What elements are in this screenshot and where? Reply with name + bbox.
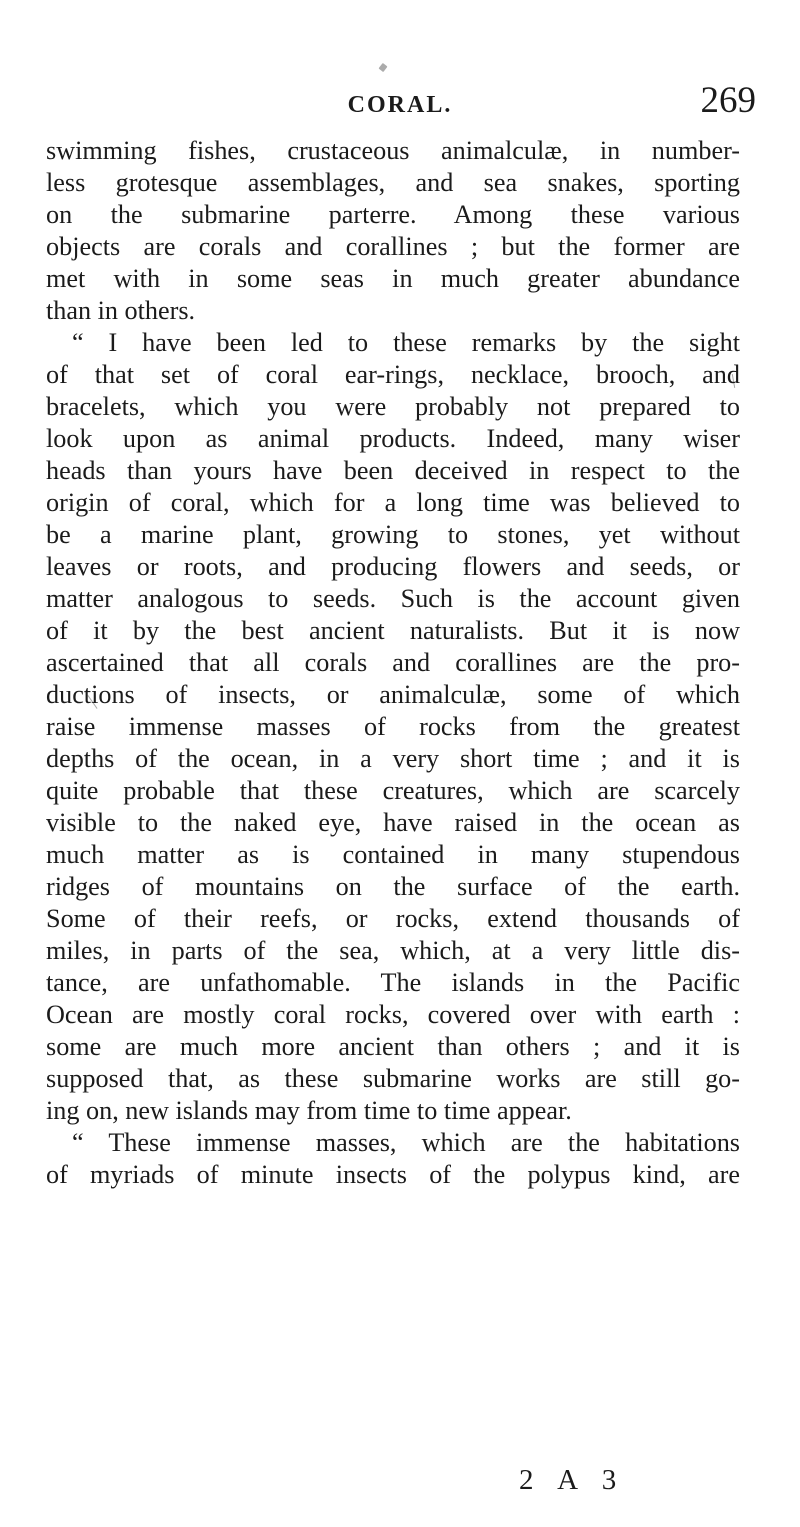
running-title: CORAL. — [347, 92, 453, 118]
text-line: “ I have been led to these remarks by the sight — [72, 328, 740, 357]
body-text — [46, 135, 740, 1191]
text-line: Ocean are mostly coral rocks, covered over with earth : — [46, 1000, 740, 1029]
text-line: Some of their reefs, or rocks, extend thousands of — [46, 904, 740, 933]
text-line: ascertained that all corals and corallines are the pro- — [46, 648, 740, 677]
print-speck — [378, 63, 387, 72]
text-line: than in others. — [46, 296, 196, 325]
text-line: objects are corals and corallines ; but the former are — [46, 232, 740, 261]
text-line: of that set of coral ear-rings, necklace, brooch, and — [46, 360, 740, 389]
text-line: miles, in parts of the sea, which, at a very little dis- — [46, 936, 740, 965]
text-line: origin of coral, which for a long time was believed to — [46, 488, 740, 517]
page-header — [150, 80, 756, 134]
text-line: quite probable that these creatures, which are scarcely — [46, 776, 740, 805]
text-line: on the submarine parterre. Among these various — [46, 200, 740, 229]
text-line: ing on, new islands may from time to time appear. — [46, 1096, 572, 1125]
text-line: look upon as animal products. Indeed, many wiser — [46, 424, 740, 453]
text-line: of it by the best ancient naturalists. But it is now — [46, 616, 740, 645]
text-line: bracelets, which you were probably not prepared to — [46, 392, 740, 421]
text-line: tance, are unfathomable. The islands in the Pacific — [46, 968, 740, 997]
text-line: “ These immense masses, which are the habitations — [72, 1128, 740, 1157]
text-line: swimming fishes, crustaceous animalculæ, in number- — [46, 136, 740, 165]
text-line: supposed that, as these submarine works are still go- — [46, 1064, 740, 1093]
signature-mark: 2 A 3 — [519, 1464, 626, 1496]
text-line: raise immense masses of rocks from the greatest — [46, 712, 740, 741]
text-line: be a marine plant, growing to stones, yet without — [46, 520, 740, 549]
text-line: much matter as is contained in many stupendous — [46, 840, 740, 869]
page-number: 269 — [700, 80, 756, 121]
text-line: met with in some seas in much greater abundance — [46, 264, 740, 293]
text-line: of myriads of minute insects of the polypus kind, are — [46, 1160, 740, 1189]
text-line: leaves or roots, and producing flowers and seeds, or — [46, 552, 740, 581]
text-line: ridges of mountains on the surface of the earth. — [46, 872, 740, 901]
text-line: ductions of insects, or animalculæ, some of which — [46, 680, 740, 709]
text-line: heads than yours have been deceived in respect to the — [46, 456, 740, 485]
text-line: less grotesque assemblages, and sea snakes, sporting — [46, 168, 740, 197]
text-line: some are much more ancient than others ; and it is — [46, 1032, 740, 1061]
text-line: depths of the ocean, in a very short time ; and it is — [46, 744, 740, 773]
text-line: visible to the naked eye, have raised in the ocean as — [46, 808, 740, 837]
text-line: matter analogous to seeds. Such is the account given — [46, 584, 740, 613]
